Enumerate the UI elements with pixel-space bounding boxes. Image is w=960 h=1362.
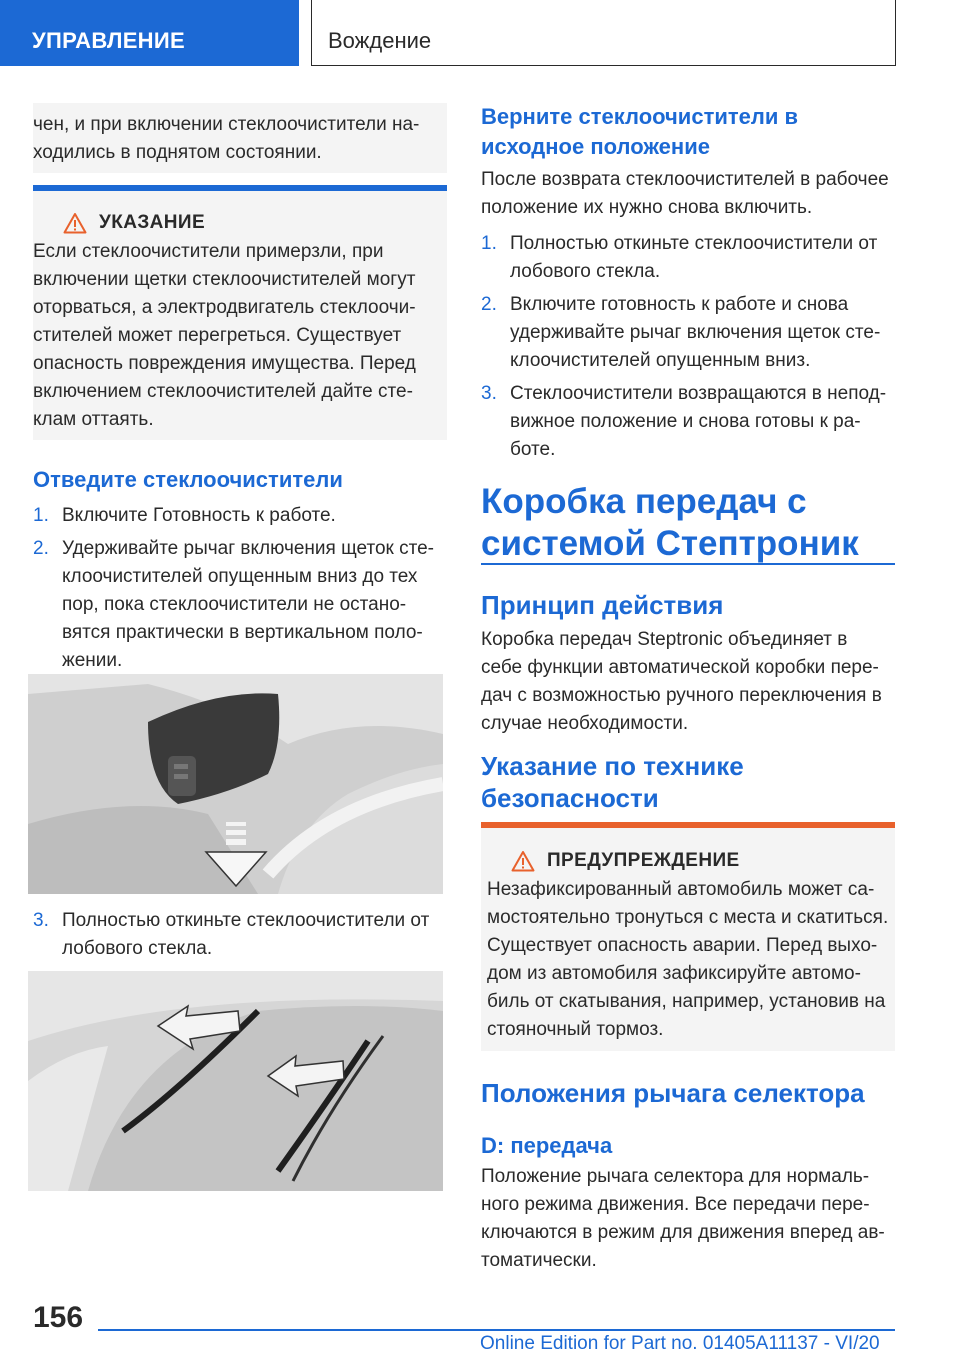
intro-line-2: ходились в поднятом состоянии. [33,142,322,163]
title-line: Коробка передач с [481,482,807,521]
text-line: дач с возможностью ручного переключения в [481,685,882,706]
text-line: себе функции автоматической коробки пере- [481,657,879,678]
list-item [481,380,895,464]
fold-step-3 [33,907,447,963]
fold-wipers-heading: Отведите стеклоочистители [33,467,343,492]
step-number: 1. [33,505,49,526]
heading-line: исходное положение [481,134,710,159]
step-line: лобового стекла. [62,938,213,959]
notice-line: Если стеклоочистители примерзли, при [33,241,384,262]
warning-bar [481,822,895,828]
text-line: томатически. [481,1250,597,1271]
notice-line: опасность повреждения имущества. Перед [33,353,416,374]
warning-line: Существует опасность аварии. Перед выхо- [487,935,878,956]
notice-text [33,238,447,434]
title-line: системой Стептроник [481,524,859,563]
drive-heading: D: передача [481,1133,613,1158]
chapter-title: Вождение [328,28,432,53]
notice-line: включении щетки стеклоочистителей могут [33,269,416,290]
warning-line: дом из автомобиля зафиксируйте автомо- [487,963,861,984]
notice-box [33,185,447,440]
gearbox-title [481,481,895,565]
windshield-wipers-illustration [28,971,443,1191]
notice-header [63,212,447,234]
text-line: Положение рычага селектора для нормаль- [481,1166,870,1187]
step-number: 2. [33,538,49,559]
notice-line: оторваться, а электродвигатель стеклоочи- [33,297,416,318]
step-line: Стеклоочистители возвращаются в непод- [510,383,887,404]
step-line: Включите готовность к работе и снова [510,294,849,315]
drive-text [481,1163,895,1275]
section-tab [0,0,299,66]
gearbox-title-rule [481,563,895,565]
heading-line: Верните стеклоочистители в [481,104,799,129]
warning-line: мостоятельно тронуться с места и скатиться. [487,907,889,928]
notice-line: стителей может перегреться. Существует [33,325,402,346]
step-line: вижное положение и снова готовы к ра- [510,411,861,432]
step-line: клоочистителей опущенным вниз до тех [62,566,418,587]
step-line: вятся практически в вертикальном поло- [62,622,423,643]
warning-header [511,850,895,872]
warning-text [481,876,895,1044]
list-item [481,230,895,286]
warning-triangle-icon [63,212,87,234]
intro-line-1: чен, и при включении стеклоочистители на- [33,114,420,135]
list-item [481,291,895,375]
step-line: пор, пока стеклоочистители не остано- [62,594,407,615]
notice-title: УКАЗАНИЕ [99,212,206,233]
intro-text [33,111,433,167]
step-line: боте. [510,439,556,460]
step-line: жении. [62,650,123,671]
warning-triangle-icon [511,850,535,872]
selector-positions-heading: Положения рычага селектора [481,1078,865,1108]
text-line: После возврата стеклоочистителей в рабочее [481,169,889,190]
return-wipers-heading [481,102,895,162]
step-line: удерживайте рычаг включения щеток сте- [510,322,881,343]
chapter-header [311,0,896,66]
warning-line: Незафиксированный автомобиль может са- [487,879,875,900]
text-line: положение их нужно снова включить. [481,197,813,218]
principle-text [481,626,895,738]
notice-line: включением стеклоочистителей дайте сте- [33,381,413,402]
step-line: Включите Готовность к работе. [62,505,336,526]
intro-box [33,103,447,173]
notice-bar [33,185,447,191]
step-number: 3. [33,910,49,931]
notice-line: клам оттаять. [33,409,154,430]
step-line: лобового стекла. [510,261,661,282]
heading-line: Указание по технике [481,751,744,781]
list-item [33,907,447,963]
text-line: случае необходимости. [481,713,689,734]
list-item [33,535,447,675]
page-number: 156 [33,1301,84,1334]
heading-line: безопасности [481,783,659,813]
safety-heading [481,750,895,814]
text-line: Коробка передач Steptronic объединяет в [481,629,848,650]
section-title: УПРАВЛЕНИЕ [32,28,185,53]
step-line: клоочистителей опущенным вниз. [510,350,811,371]
step-number: 3. [481,383,497,404]
footer-rule [98,1329,895,1331]
warning-line: биль от скатывания, например, установив на [487,991,886,1012]
wiper-lever-illustration [28,674,443,894]
step-line: Полностью откиньте стеклоочистители от [510,233,878,254]
text-line: ключаются в режим для движения вперед ав- [481,1222,885,1243]
list-item [33,502,447,530]
warning-title: ПРЕДУПРЕЖДЕНИЕ [547,850,740,871]
return-intro [481,166,895,222]
warning-line: стояночный тормоз. [487,1019,664,1040]
step-line: Полностью откиньте стеклоочистители от [62,910,430,931]
step-number: 2. [481,294,497,315]
fold-steps-list [33,502,447,675]
step-line: Удерживайте рычаг включения щеток сте- [62,538,434,559]
principle-heading: Принцип действия [481,590,724,620]
step-number: 1. [481,233,497,254]
return-steps-list [481,230,895,464]
edition-link[interactable]: Online Edition for Part no. 01405A11137 - VI/20 [480,1333,880,1354]
text-line: ного режима движения. Все передачи пере- [481,1194,870,1215]
warning-box [481,822,895,1051]
